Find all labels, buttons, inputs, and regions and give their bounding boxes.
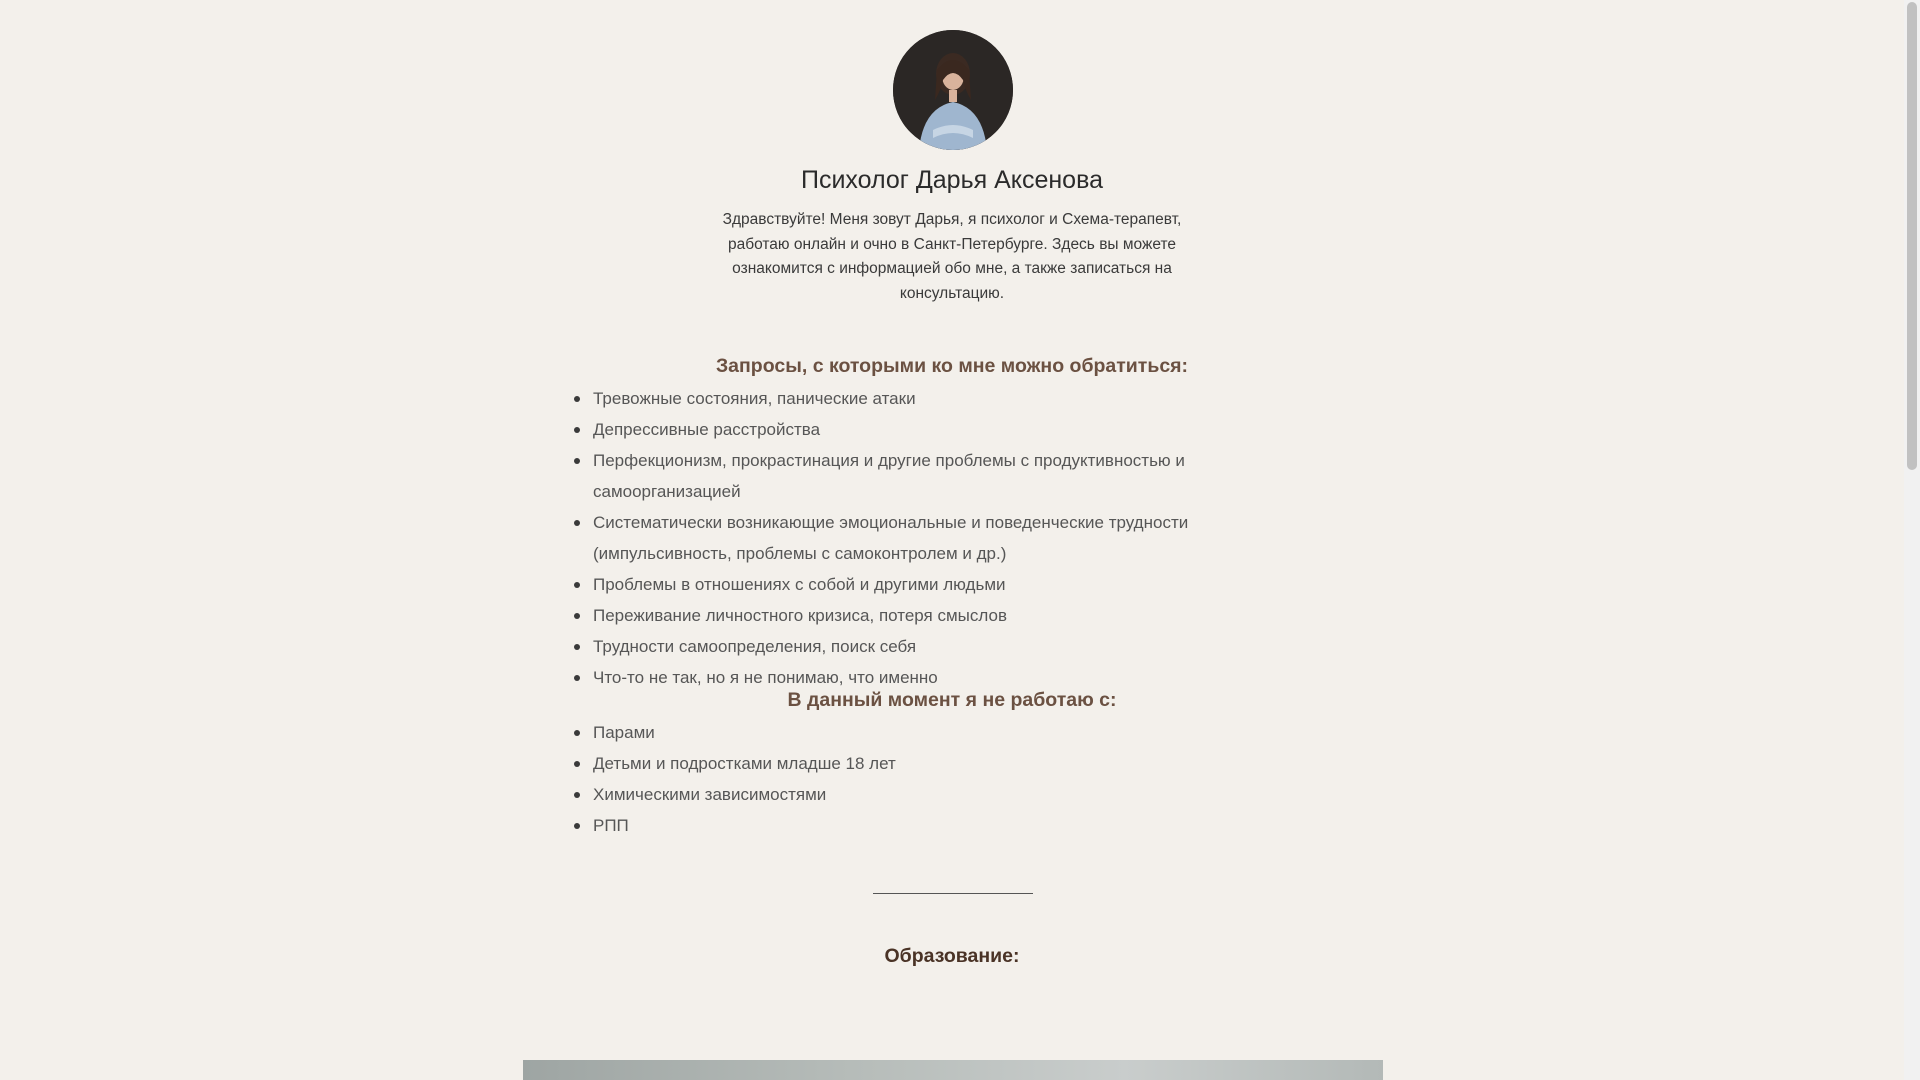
list-item: Проблемы в отношениях с собой и другими людьми xyxy=(593,569,1313,600)
not-working-heading: В данный момент я не работаю с: xyxy=(787,689,1117,711)
list-item: Что-то не так, но я не понимаю, что именно xyxy=(593,662,1313,693)
not-working-list xyxy=(593,717,1313,841)
divider xyxy=(873,893,1033,894)
list-item: Депрессивные расстройства xyxy=(593,414,1313,445)
list-item: Трудности самоопределения, поиск себя xyxy=(593,631,1313,662)
page-title: Психолог Дарья Аксенова xyxy=(800,166,1103,194)
list-item: Детьми и подростками младше 18 лет xyxy=(593,748,1313,779)
page-scrollbar[interactable] xyxy=(1904,0,1920,1080)
education-image xyxy=(523,1060,1383,1080)
requests-list xyxy=(593,383,1313,693)
requests-heading: Запросы, с которыми ко мне можно обратиться: xyxy=(715,355,1189,377)
list-item: Химическими зависимостями xyxy=(593,779,1313,810)
list-item: Перфекционизм, прокрастинация и другие проблемы с продуктивностью и самоорганизацией xyxy=(593,445,1313,507)
list-item: Тревожные состояния, панические атаки xyxy=(593,383,1313,414)
avatar xyxy=(893,30,1013,150)
education-heading: Образование: xyxy=(884,945,1020,967)
list-item: РПП xyxy=(593,810,1313,841)
scrollbar-thumb[interactable] xyxy=(1907,2,1917,470)
list-item: Переживание личностного кризиса, потеря смыслов xyxy=(593,600,1313,631)
portrait-image xyxy=(893,30,1013,150)
intro-text: Здравствуйте! Меня зовут Дарья, я психолог и Схема-терапевт, работаю онлайн и очно в Санкт-Петербурге. Здесь вы можете ознакомится с информацией обо мне, а также записаться на консультацию. xyxy=(722,211,1182,302)
list-item: Парами xyxy=(593,717,1313,748)
list-item: Систематически возникающие эмоциональные и поведенческие трудности (импульсивность, проблемы с самоконтролем и др.) xyxy=(593,507,1313,569)
